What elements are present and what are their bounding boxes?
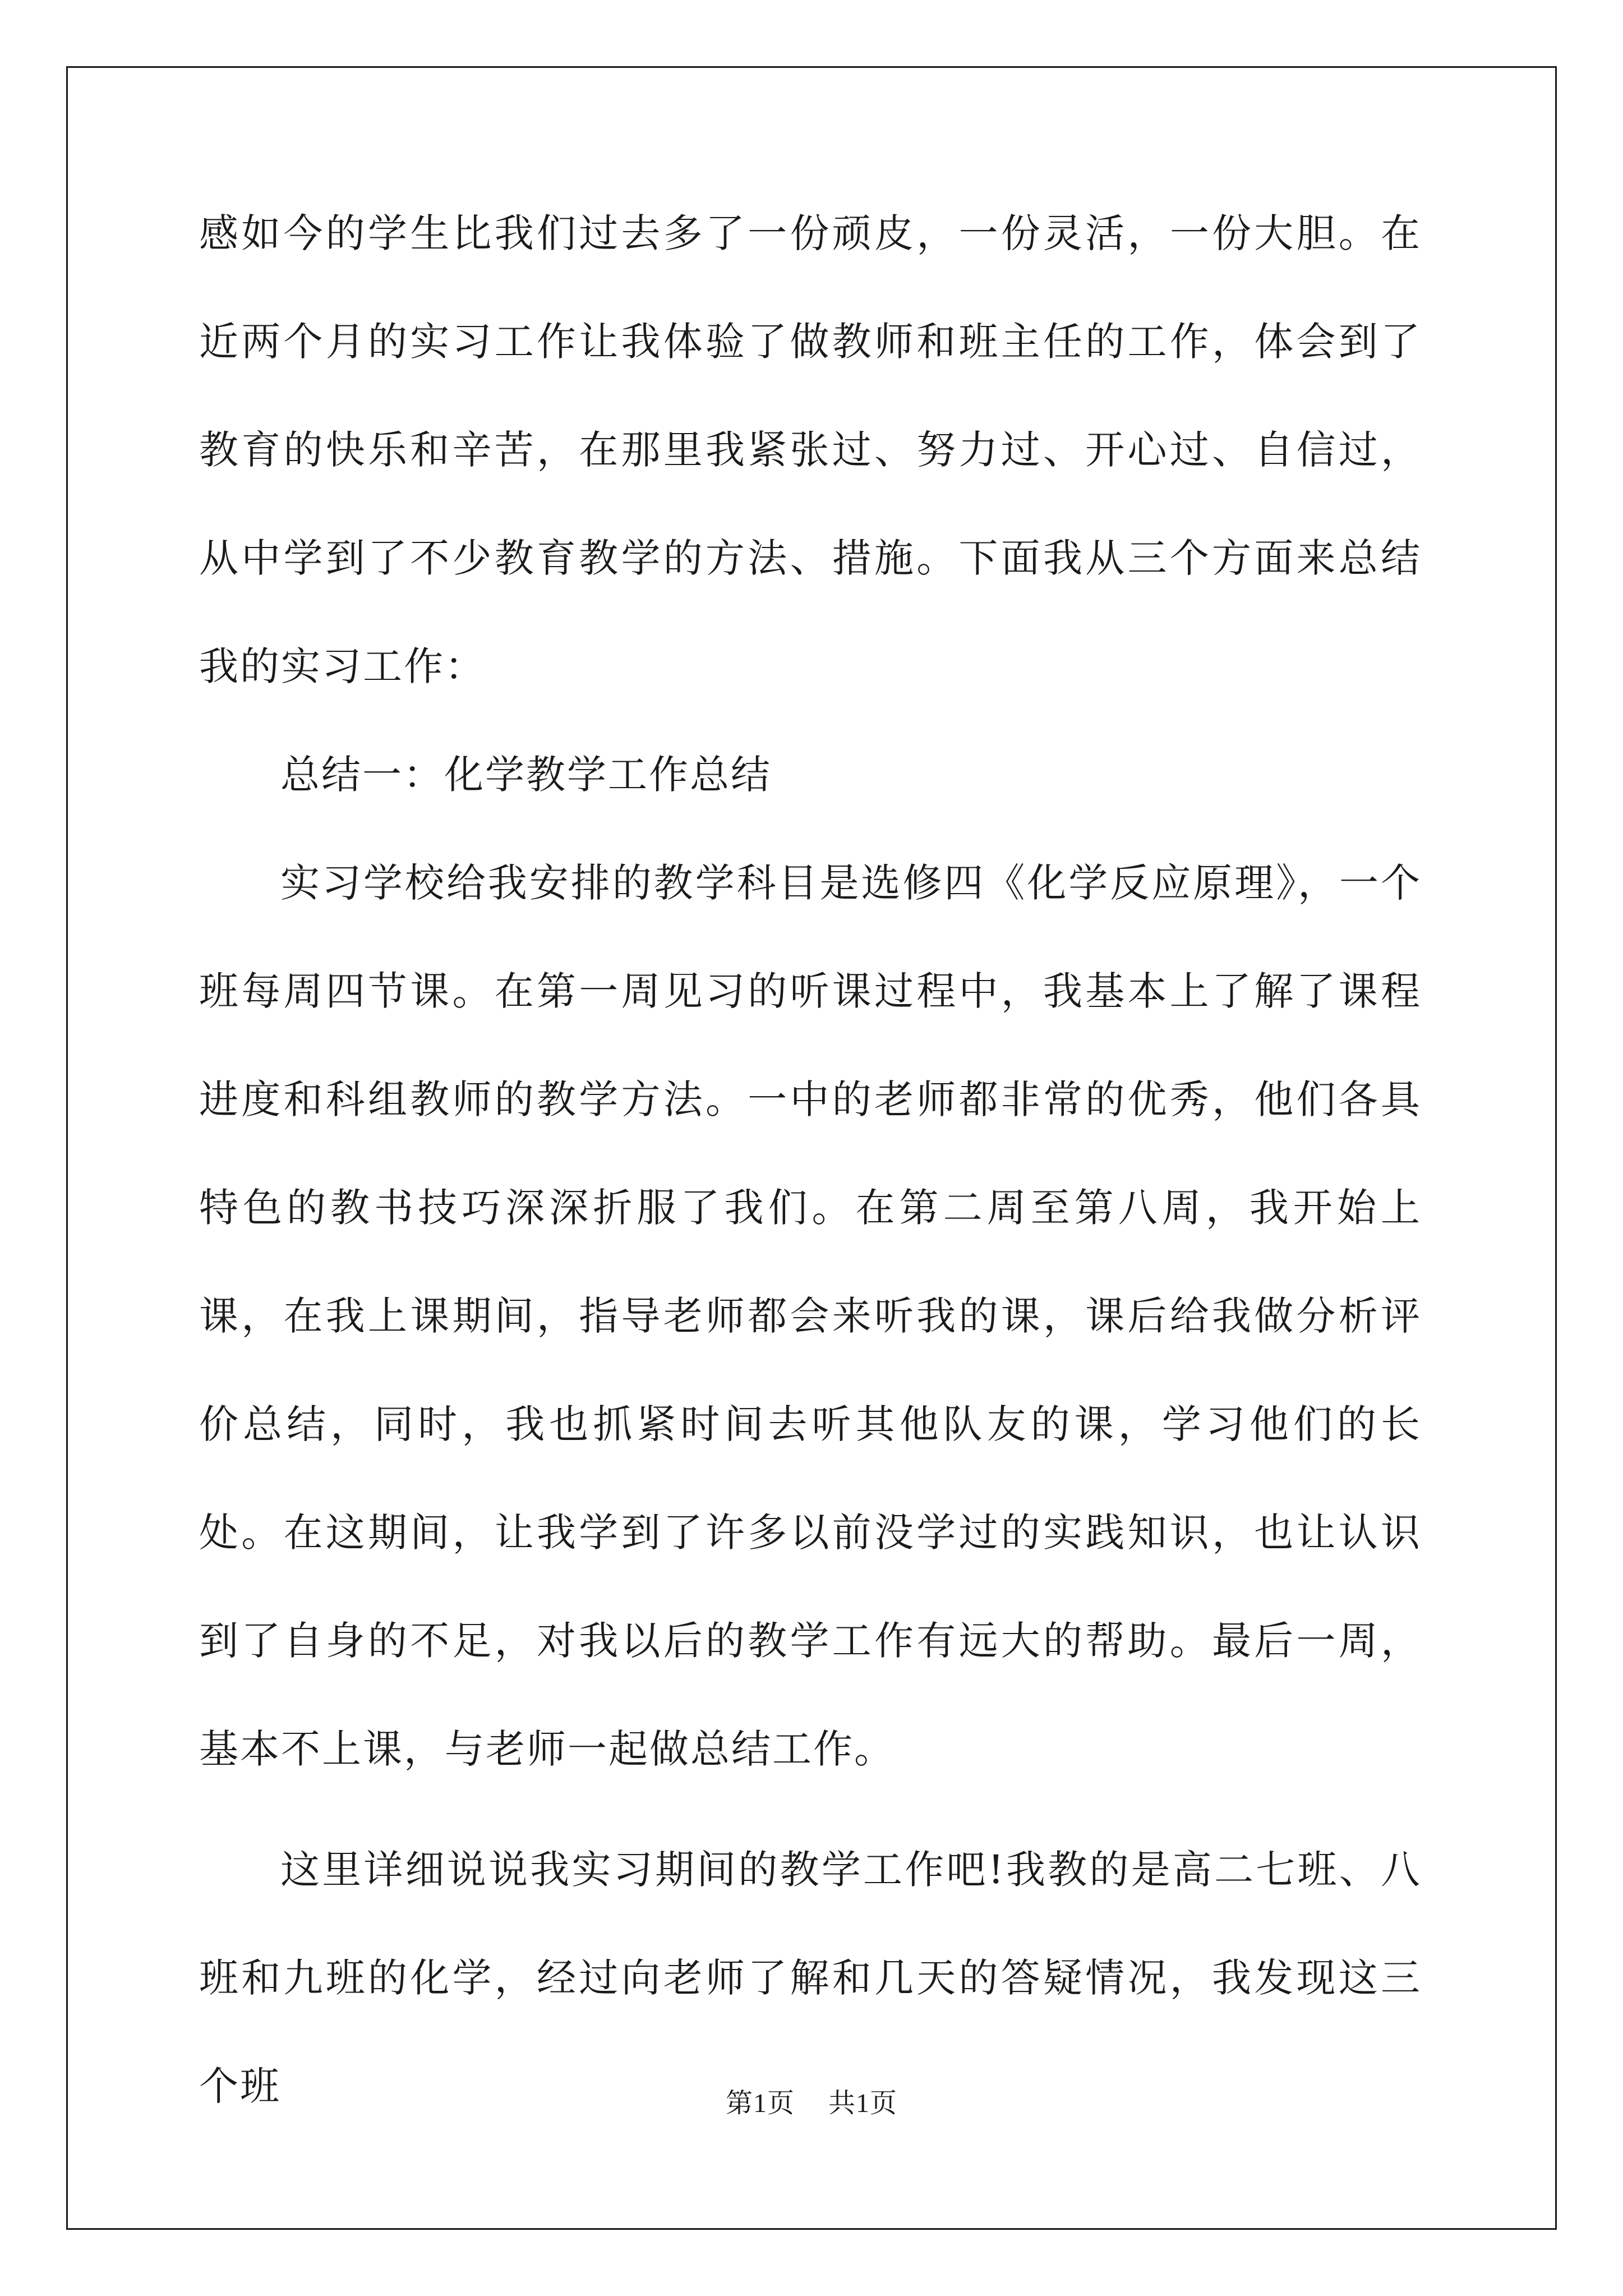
page-total: 共1页 <box>828 2088 898 2118</box>
paragraph-teaching-overview: 实习学校给我安排的教学科目是选修四《化学反应原理》，一个班每周四节课。在第一周见习的听课过程中，我基本上了解了课程进度和科组教师的教学方法。一中的老师都非常的优秀，他们各具特色的教书技巧深深折服了我们。在第二周至第八周，我开始上课，在我上课期间，指导老师都会来听我的课，课后给我做分析评价总结，同时，我也抓紧时间去听其他队友的课，学习他们的长处。在这期间，让我学到了许多以前没学过的实践知识，也让认识到了自身的不足，对我以后的教学工作有远大的帮助。最后一周，基本不上课，与老师一起做总结工作。 <box>199 860 1422 1772</box>
paragraph-intro: 感如今的学生比我们过去多了一份顽皮，一份灵活，一份大胆。在近两个月的实习工作让我体验了做教师和班主任的工作，体会到了教育的快乐和辛苦，在那里我紧张过、努力过、开心过、自信过，从中学到了不少教育教学的方法、措施。下面我从三个方面来总结我的实习工作： <box>199 210 1422 689</box>
document-body <box>199 180 1422 2141</box>
page-footer <box>0 2081 1623 2120</box>
paragraph-teaching-details: 这里详细说说我实习期间的教学工作吧!我教的是高二七班、八班和九班的化学，经过向老师了解和几天的答疑情况，我发现这三个班 <box>199 1847 1422 2109</box>
page-number: 第1页 <box>725 2088 795 2118</box>
section-heading: 总结一：化学教学工作总结 <box>280 752 772 798</box>
